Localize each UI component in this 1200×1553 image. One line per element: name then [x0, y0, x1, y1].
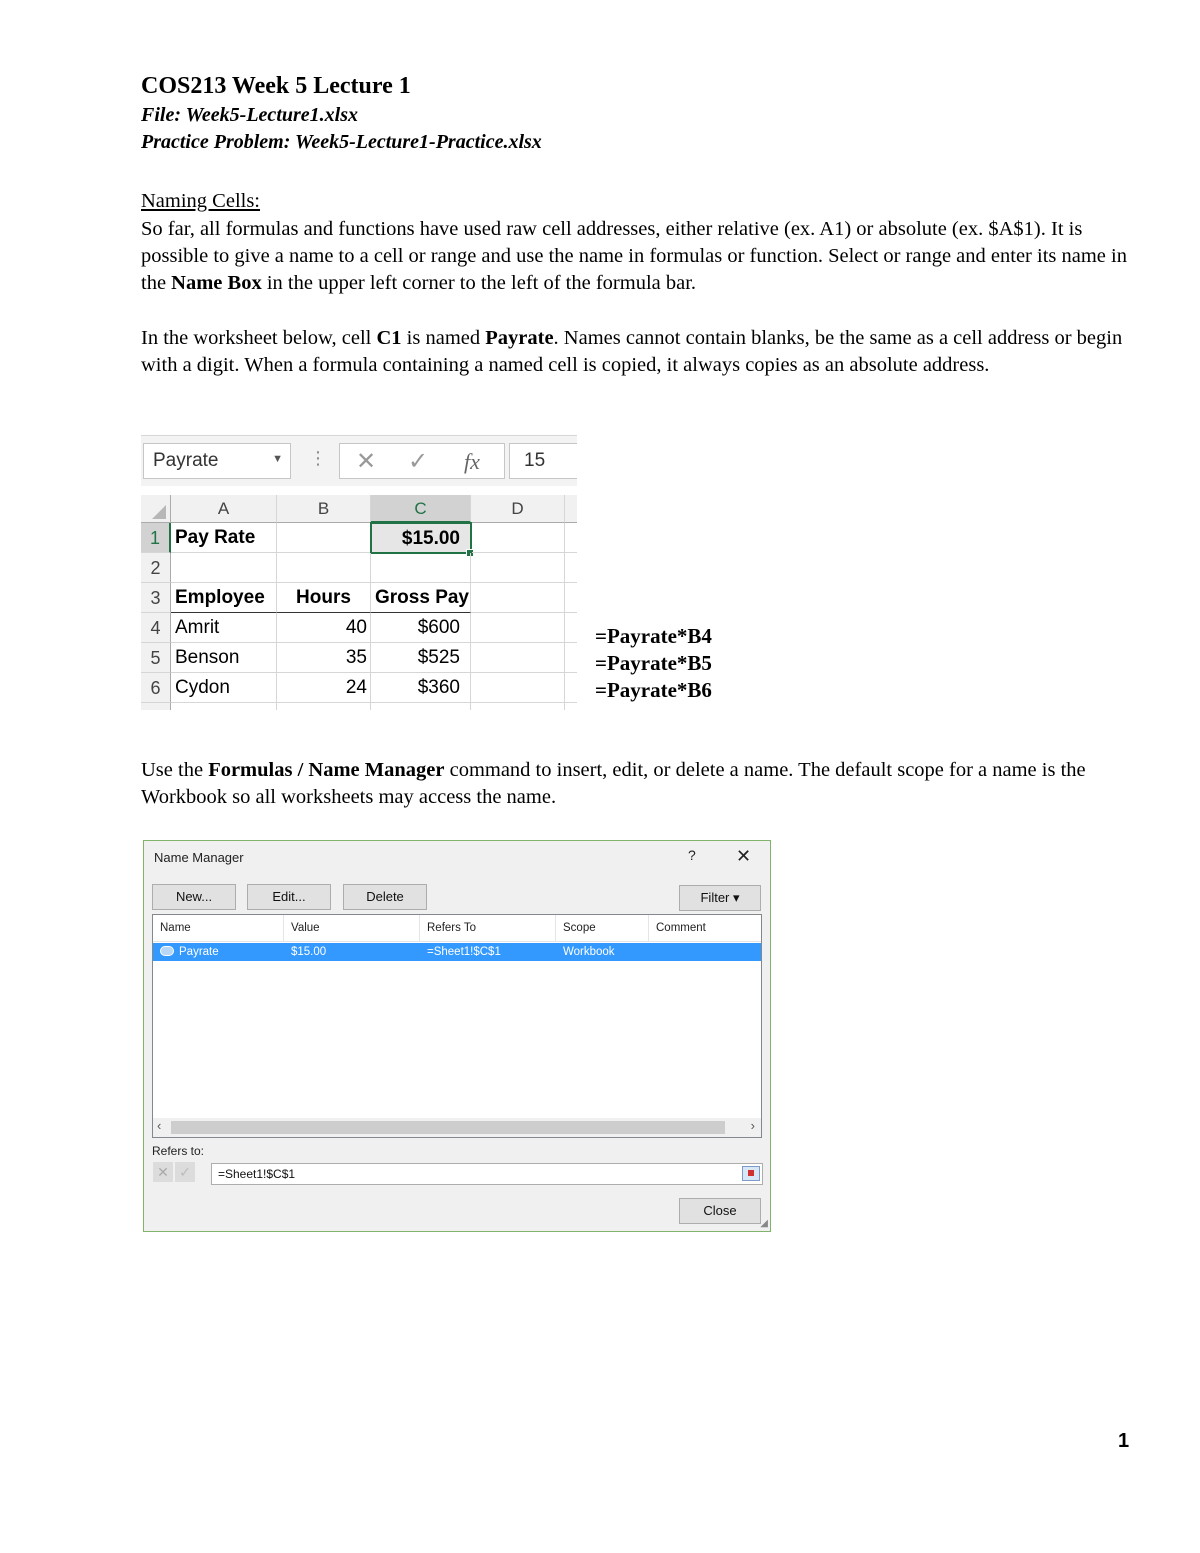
row-name: Payrate	[179, 946, 219, 958]
para3-bold-1: Formulas / Name Manager	[208, 759, 445, 781]
cell-c4[interactable]: $600	[371, 613, 471, 643]
file-line: File: Week5-Lecture1.xlsx	[141, 104, 358, 126]
insert-function-icon[interactable]: fx	[464, 449, 480, 474]
cell-c3[interactable]: Gross Pay	[371, 583, 471, 613]
edit-button[interactable]: Edit...	[247, 884, 331, 910]
cell-a4[interactable]: Amrit	[171, 613, 277, 643]
cell-b1[interactable]	[277, 523, 371, 553]
para3-text-1: Use the	[141, 759, 209, 781]
cell-b5[interactable]: 35	[277, 643, 371, 673]
cell-a3[interactable]: Employee	[171, 583, 277, 613]
cell-d3[interactable]	[471, 583, 565, 613]
formula-note-line: =Payrate*B6	[595, 678, 712, 702]
para1-text-1: So far, all formulas and functions have used raw cell addresses, either relative (ex. A1) or absolute (ex. $A$1). It is possible to give a name to a cell or range and use the name in formulas or function. Select or range and enter its name in the	[141, 218, 1127, 294]
refers-to-label: Refers to:	[152, 1144, 205, 1158]
row-value: $15.00	[291, 946, 327, 958]
list-header-comment[interactable]: Comment	[649, 915, 761, 942]
named-range-icon	[160, 946, 174, 956]
para1-text-2: in the upper left corner to the left of the formula bar.	[261, 272, 697, 294]
formula-input[interactable]: 15	[509, 443, 577, 479]
new-button[interactable]: New...	[152, 884, 236, 910]
cell-e1-partial	[565, 523, 577, 553]
cancel-icon[interactable]: ✕	[153, 1162, 173, 1182]
refers-to-input[interactable]	[211, 1163, 763, 1185]
row-header-5[interactable]: 5	[141, 643, 171, 673]
column-header-d[interactable]: D	[471, 495, 565, 523]
formula-bar	[141, 435, 577, 486]
paragraph-worksheet-intro	[141, 325, 1131, 379]
cell-c2[interactable]	[371, 553, 471, 583]
dropdown-arrow-icon[interactable]: ▼	[272, 453, 283, 465]
cell-c5[interactable]: $525	[371, 643, 471, 673]
para2-text-1: In the worksheet below, cell	[141, 327, 377, 349]
column-header-b[interactable]: B	[277, 495, 371, 523]
collapse-dialog-icon[interactable]	[742, 1166, 760, 1181]
cell-a1[interactable]: Pay Rate	[171, 523, 277, 553]
refers-to-value: =Sheet1!$C$1	[218, 1167, 296, 1181]
cell-a6[interactable]: Cydon	[171, 673, 277, 703]
page-number: 1	[1118, 1430, 1130, 1452]
cell-d5[interactable]	[471, 643, 565, 673]
list-item-payrate[interactable]	[153, 943, 761, 961]
scrollbar-thumb[interactable]	[171, 1121, 725, 1134]
row-header-6[interactable]: 6	[141, 673, 171, 703]
para2-bold-1: C1	[376, 327, 402, 349]
close-icon[interactable]: ✕	[736, 846, 752, 866]
document-title: COS213 Week 5 Lecture 1	[141, 73, 411, 99]
cell-e6-partial	[565, 673, 577, 703]
column-header-a[interactable]: A	[171, 495, 277, 523]
delete-button[interactable]: Delete	[343, 884, 427, 910]
formula-note-line: =Payrate*B4	[595, 624, 712, 648]
row-scope: Workbook	[563, 946, 615, 958]
horizontal-scrollbar[interactable]	[153, 1118, 761, 1137]
cell-d1[interactable]	[472, 523, 565, 553]
enter-check-icon[interactable]: ✓	[408, 448, 429, 475]
cell-e2-partial	[565, 553, 577, 583]
paragraph-name-manager	[141, 757, 1131, 811]
name-box-value: Payrate	[153, 450, 219, 471]
cell-e5-partial	[565, 643, 577, 673]
resize-grip-icon[interactable]: ◢	[760, 1218, 768, 1229]
grip-dots-icon: ⋮	[309, 448, 327, 468]
scroll-left-icon[interactable]: ‹	[157, 1118, 162, 1133]
cell-d6[interactable]	[471, 673, 565, 703]
cell-b2[interactable]	[277, 553, 371, 583]
column-header-c[interactable]: C	[371, 495, 471, 523]
cell-d2[interactable]	[471, 553, 565, 583]
cell-d7-partial	[471, 703, 565, 710]
section-heading: Naming Cells:	[141, 190, 261, 212]
cell-a5[interactable]: Benson	[171, 643, 277, 673]
list-header-value[interactable]: Value	[284, 915, 420, 942]
filter-button[interactable]: Filter ▾	[679, 885, 761, 911]
scroll-right-icon[interactable]: ›	[750, 1118, 755, 1133]
cell-a2[interactable]	[171, 553, 277, 583]
cell-b7-partial	[277, 703, 371, 710]
name-box[interactable]	[143, 443, 291, 479]
names-list	[152, 914, 762, 1138]
para2-bold-2: Payrate	[485, 327, 554, 349]
cell-b6[interactable]: 24	[277, 673, 371, 703]
cell-c6[interactable]: $360	[371, 673, 471, 703]
para3-text-2: command to insert, edit, or delete a name. The default scope for a name is the Workbook so all worksheets may access the name.	[141, 759, 1086, 808]
formula-buttons	[339, 443, 505, 479]
para1-bold-1: Name Box	[171, 272, 262, 294]
row-header-2[interactable]: 2	[141, 553, 171, 583]
row-header-3[interactable]: 3	[141, 583, 171, 613]
cell-e3-partial	[565, 583, 577, 613]
row-header-partial	[141, 703, 171, 710]
confirm-check-icon[interactable]: ✓	[175, 1162, 195, 1182]
row-header-4[interactable]: 4	[141, 613, 171, 643]
column-header-partial	[565, 495, 577, 523]
row-header-1[interactable]: 1	[141, 523, 171, 553]
para2-text-3: . Names cannot contain blanks, be the same as a cell address or begin with a digit. When a formula containing a named cell is copied, it always copies as an absolute address.	[141, 327, 1123, 376]
list-header-name[interactable]: Name	[153, 915, 284, 942]
list-header-refers-to[interactable]: Refers To	[420, 915, 556, 942]
select-all-corner[interactable]	[141, 495, 171, 523]
practice-line: Practice Problem: Week5-Lecture1-Practice.xlsx	[141, 131, 542, 153]
cell-d4[interactable]	[471, 613, 565, 643]
name-manager-dialog	[143, 840, 771, 1232]
cell-b4[interactable]: 40	[277, 613, 371, 643]
list-header-scope[interactable]: Scope	[556, 915, 649, 942]
row-refers-to: =Sheet1!$C$1	[427, 946, 501, 958]
cell-a7-partial	[171, 703, 277, 710]
formula-note-line: =Payrate*B5	[595, 651, 712, 675]
cell-b3[interactable]: Hours	[277, 583, 371, 613]
cell-c1-payrate[interactable]: $15.00	[370, 522, 472, 554]
cell-c7-partial	[371, 703, 471, 710]
formulas-note	[595, 623, 712, 704]
close-button[interactable]: Close	[679, 1198, 761, 1224]
dialog-title: Name Manager	[154, 850, 244, 865]
help-icon[interactable]: ?	[688, 847, 696, 863]
paragraph-naming-cells	[141, 216, 1131, 297]
para2-text-2: is named	[401, 327, 486, 349]
excel-worksheet-screenshot	[141, 435, 577, 710]
cell-e4-partial	[565, 613, 577, 643]
cancel-icon[interactable]: ✕	[356, 448, 377, 475]
